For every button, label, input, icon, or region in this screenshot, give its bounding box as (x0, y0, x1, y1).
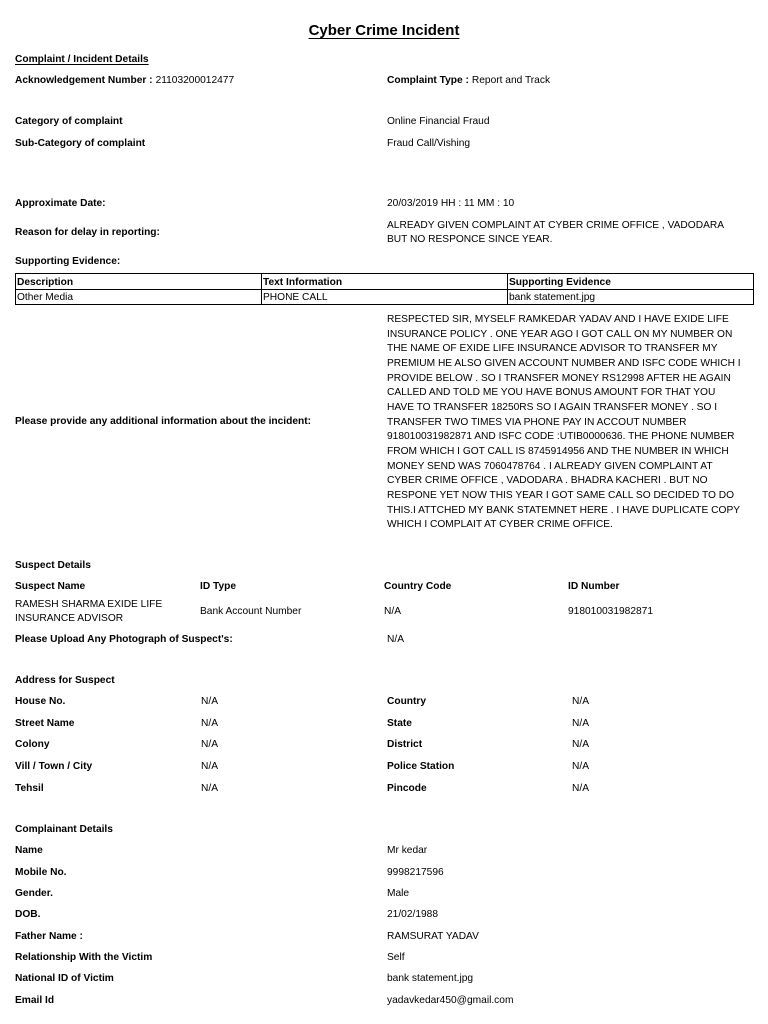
suspect-section-title: Suspect Details (15, 560, 91, 571)
complainant-label-name: Name (15, 845, 43, 856)
additional-info-text (387, 313, 741, 533)
additional-info-line: CALLED AND TOLD ME YOU HAVE BONUS AMOUNT FOR THAT YOU (387, 387, 716, 399)
additional-info-line: PROVIDE BELOW . SO I TRANSFER MONEY RS12998 AFTER HE AGAIN (387, 372, 731, 384)
document-title: Cyber Crime Incident (308, 22, 460, 39)
suspect-id-number-value: 918010031982871 (568, 606, 653, 617)
address-value-pincode: N/A (572, 783, 589, 794)
additional-info-line: THIS.I ATTCHED MY BANK STATEMNET HERE . I HAVE DUPLICATE COPY (387, 504, 741, 516)
table-cell-supporting-evidence: bank statement.jpg (508, 290, 754, 305)
complainant-value-gender: Male (387, 888, 410, 899)
address-value-house-no: N/A (201, 696, 218, 707)
subcategory-label: Sub-Category of complaint (15, 138, 146, 149)
category-value: Online Financial Fraud (387, 116, 490, 127)
delay-reason-line: BUT NO RESPONCE SINCE YEAR. (387, 234, 553, 245)
complainant-value-father-name: RAMSURAT YADAV (387, 931, 479, 942)
table-header-description: Description (16, 274, 262, 290)
document-title-wrap (0, 22, 768, 40)
additional-info-line: TRANSFER TWO TIMES VIA PHONE PAY IN ACCOUT NUMBER (387, 416, 687, 428)
complainant-label-gender: Gender. (15, 888, 53, 899)
complainant-label-mobile: Mobile No. (15, 867, 67, 878)
complainant-value-name: Mr kedar (387, 845, 428, 856)
address-label-vill-town-city: Vill / Town / City (15, 761, 93, 772)
additional-info-line: WHICH I COMPLAIT AT CYBER CRIME OFFICE. (387, 519, 613, 531)
approximate-date-value: 20/03/2019 HH : 11 MM : 10 (387, 198, 515, 209)
category-label: Category of complaint (15, 116, 123, 127)
acknowledgement-number-value: 21103200012477 (155, 75, 235, 86)
complainant-value-relationship: Self (387, 952, 405, 963)
complainant-label-dob: DOB. (15, 909, 41, 920)
suspect-id-type-value: Bank Account Number (200, 606, 302, 617)
additional-info-line: RESPECTED SIR, MYSELF RAMKEDAR YADAV AND I HAVE EXIDE LIFE (387, 314, 729, 325)
supporting-evidence-label: Supporting Evidence: (15, 256, 121, 267)
address-label-colony: Colony (15, 739, 50, 750)
address-value-street-name: N/A (201, 718, 218, 729)
additional-info-line: MONEY SEND WAS 7060478764 . I ALREADY GIVEN COMPLAINT AT (387, 460, 713, 472)
address-value-vill-town-city: N/A (201, 761, 218, 772)
suspect-header-country-code: Country Code (384, 581, 452, 592)
complainant-value-dob: 21/02/1988 (387, 909, 438, 920)
address-value-country: N/A (572, 696, 589, 707)
address-value-tehsil: N/A (201, 783, 218, 794)
address-value-police-station: N/A (572, 761, 589, 772)
complainant-value-national-id: bank statement.jpg (387, 973, 474, 984)
table-header-text-information: Text Information (262, 274, 508, 290)
address-value-colony: N/A (201, 739, 218, 750)
delay-reason-label: Reason for delay in reporting: (15, 227, 160, 238)
address-label-district: District (387, 739, 423, 750)
address-label-house-no: House No. (15, 696, 66, 707)
incident-section-title: Complaint / Incident Details (15, 54, 149, 65)
additional-info-line: CYBER CRIME OFFICE , VADODARA . BHADRA KACHERI . BUT NO (387, 475, 708, 487)
suspect-photo-value: N/A (387, 634, 404, 645)
additional-info-line: 918010031982871 AND ISFC CODE :UTIB0000636. THE PHONE NUMBER (387, 431, 735, 443)
complainant-value-email: yadavkedar450@gmail.com (387, 995, 514, 1006)
additional-info-line: HAVE TO TRANSFER 18250RS SO I AGAIN TRANSFER MONEY . SO I (387, 401, 718, 413)
suspect-header-id-number: ID Number (568, 581, 620, 592)
delay-reason-value (387, 219, 724, 247)
additional-info-line: THE NAME OF EXIDE LIFE INSURANCE ADVISOR TO TRANSFER MY (387, 343, 718, 355)
suspect-header-name: Suspect Name (15, 581, 86, 592)
table-header-row (16, 274, 754, 290)
address-label-tehsil: Tehsil (15, 783, 44, 794)
suspect-name-value: RAMESH SHARMA EXIDE LIFE INSURANCE ADVISOR (15, 599, 163, 624)
address-label-street-name: Street Name (15, 718, 75, 729)
subcategory-value: Fraud Call/Vishing (387, 138, 471, 149)
table-header-supporting-evidence: Supporting Evidence (508, 274, 754, 290)
suspect-header-id-type: ID Type (200, 581, 237, 592)
acknowledgement-number (15, 75, 234, 87)
additional-info-label: Please provide any additional information about the incident: (15, 416, 312, 427)
complaint-type (387, 75, 550, 87)
additional-info-line: FROM WHICH I GOT CALL IS 8745914956 AND THE NUMBER IN WHICH (387, 445, 729, 457)
complainant-label-email: Email Id (15, 995, 55, 1006)
complainant-section-title: Complainant Details (15, 824, 113, 835)
table-row (16, 290, 754, 305)
suspect-country-code-value: N/A (384, 606, 401, 617)
acknowledgement-number-label: Acknowledgement Number : (15, 75, 153, 86)
approximate-date-label: Approximate Date: (15, 198, 106, 209)
suspect-photo-label: Please Upload Any Photograph of Suspect's: (15, 634, 233, 645)
complainant-label-father-name: Father Name : (15, 931, 83, 942)
address-label-state: State (387, 718, 412, 729)
complainant-value-mobile: 9998217596 (387, 867, 444, 878)
supporting-evidence-table (15, 273, 754, 305)
delay-reason-line: ALREADY GIVEN COMPLAINT AT CYBER CRIME OFFICE , VADODARA (387, 220, 725, 231)
table-cell-text-information: PHONE CALL (262, 290, 508, 305)
complaint-type-value: Report and Track (471, 75, 551, 86)
address-value-district: N/A (572, 739, 589, 750)
complaint-type-label: Complaint Type : (387, 75, 469, 86)
complainant-label-relationship: Relationship With the Victim (15, 952, 153, 963)
additional-info-line: RESPONE YET NOW THIS YEAR I GOT SAME CALL SO DECIDED TO DO (387, 489, 735, 501)
address-label-pincode: Pincode (387, 783, 427, 794)
additional-info-line: PREMIUM HE ALSO GIVEN ACCOUNT NUMBER AND ISFC CODE WHICH I (387, 357, 741, 369)
complainant-label-national-id: National ID of Victim (15, 973, 114, 984)
address-label-country: Country (387, 696, 427, 707)
additional-info-line: INSURANCE POLICY . ONE YEAR AGO I GOT CALL ON MY NUMBER ON (387, 328, 733, 340)
address-value-state: N/A (572, 718, 589, 729)
suspect-address-section-title: Address for Suspect (15, 675, 115, 686)
table-cell-description: Other Media (16, 290, 262, 305)
address-label-police-station: Police Station (387, 761, 455, 772)
